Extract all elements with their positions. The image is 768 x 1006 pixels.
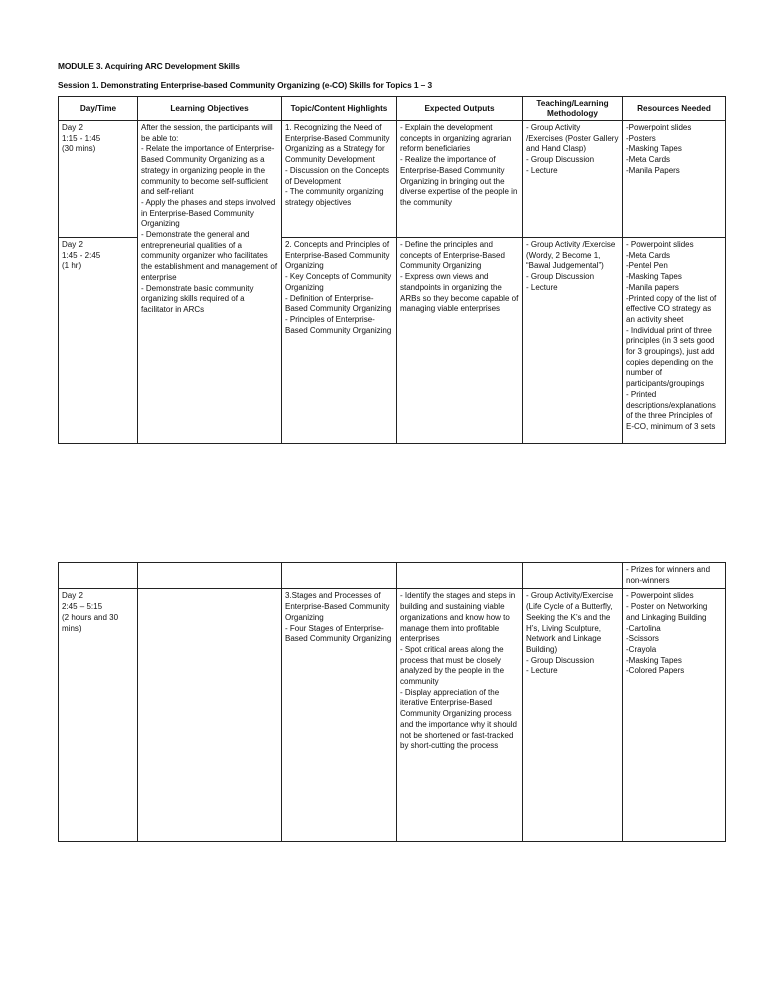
resources-cell: -Powerpoint slides -Posters -Masking Tapes -Meta Cards -Manila Papers	[623, 121, 726, 238]
resources-cell: - Prizes for winners and non-winners	[623, 563, 726, 589]
outputs-cell: - Explain the development concepts in organizing agrarian reform beneficiaries - Realize the importance of Enterprise-Based Community Organizing in bringing out the diverse expertise of the people in the community	[397, 121, 523, 238]
header-resources: Resources Needed	[623, 97, 726, 121]
methodology-cell: - Group Activity /Exercise (Wordy, 2 Become 1, “Bawal Judgemental”) - Group Discussion - Lecture	[523, 238, 623, 444]
empty-cell	[282, 563, 397, 589]
empty-cell	[523, 563, 623, 589]
header-learning-objectives: Learning Objectives	[138, 97, 282, 121]
header-methodology: Teaching/Learning Methodology	[523, 97, 623, 121]
table-row	[59, 121, 726, 238]
learning-objectives-cell	[138, 589, 282, 842]
session-table-page1	[58, 96, 726, 444]
empty-cell	[59, 563, 138, 589]
header-day-time: Day/Time	[59, 97, 138, 121]
resources-cell: - Powerpoint slides -Meta Cards -Pentel Pen -Masking Tapes -Manila papers -Printed copy of the list of effective CO strategy as an activity sheet - Individual print of three principles (in 3 sets good for 3 groupings), just add copies depending on the number of participants/groupings - Printed descriptions/explanations of the three Principles of E-CO, minimum of 3 sets	[623, 238, 726, 444]
day-time-cell: Day 2 1:45 - 2:45 (1 hr)	[59, 238, 138, 444]
topic-cell: 3.Stages and Processes of Enterprise-Based Community Organizing - Four Stages of Enterprise-Based Community Organizing	[282, 589, 397, 842]
session-title: Session 1. Demonstrating Enterprise-based Community Organizing (e-CO) Skills for Topics 1 – 3	[58, 80, 433, 90]
header-expected-outputs: Expected Outputs	[397, 97, 523, 121]
day-time-cell: Day 2 2:45 – 5:15 (2 hours and 30 mins)	[59, 589, 138, 842]
table-row	[59, 563, 726, 589]
session-table-page2	[58, 562, 726, 842]
methodology-cell: - Group Activity/Exercise (Life Cycle of a Butterfly, Seeking the K’s and the H’s, Living Sculpture, Network and Linkage Building) - Group Discussion - Lecture	[523, 589, 623, 842]
outputs-cell: - Identify the stages and steps in building and sustaining viable organizations and know how to manage them into profitable enterprises - Spot critical areas along the process that must be closely analyzed by the people in the community - Display appreciation of the iterative Enterprise-Based Community Organizing process and the importance why it should not be shortened or fast-tracked by short-cutting the process	[397, 589, 523, 842]
topic-cell: 2. Concepts and Principles of Enterprise-Based Community Organizing - Key Concepts of Community Organizing - Definition of Enterprise-Based Community Organizing - Principles of Enterprise-Based Community Organizing	[282, 238, 397, 444]
header-topic-content: Topic/Content Highlights	[282, 97, 397, 121]
empty-cell	[397, 563, 523, 589]
topic-cell: 1. Recognizing the Need of Enterprise-Based Community Organizing as a Strategy for Community Development - Discussion on the Concepts of Development - The community organizing strategy objectives	[282, 121, 397, 238]
day-time-cell: Day 2 1:15 - 1:45 (30 mins)	[59, 121, 138, 238]
methodology-cell: - Group Activity /Exercises (Poster Gallery and Hand Clasp) - Group Discussion - Lecture	[523, 121, 623, 238]
module-title: MODULE 3. Acquiring ARC Development Skills	[58, 61, 240, 71]
resources-cell: - Powerpoint slides - Poster on Networking and Linkaging Building -Cartolina -Scissors -Crayola -Masking Tapes -Colored Papers	[623, 589, 726, 842]
learning-objectives-cell: After the session, the participants will be able to: - Relate the importance of Enterprise-Based Community Organizing as a strategy in organizing people in the community to become self-sufficient and self-reliant - Apply the phases and steps involved in Enterprise-Based Community Organizing - Demonstrate the general and entrepreneurial qualities of a community organizer who facilitates the establishment and management of enterprise - Demonstrate basic community organizing skills required of a facilitator in ARCs	[138, 121, 282, 444]
empty-cell	[138, 563, 282, 589]
table-row	[59, 589, 726, 842]
outputs-cell: - Define the principles and concepts of Enterprise-Based Community Organizing - Express own views and standpoints in organizing the ARBs so they become capable of managing viable enterprises	[397, 238, 523, 444]
table-header-row	[59, 97, 726, 121]
